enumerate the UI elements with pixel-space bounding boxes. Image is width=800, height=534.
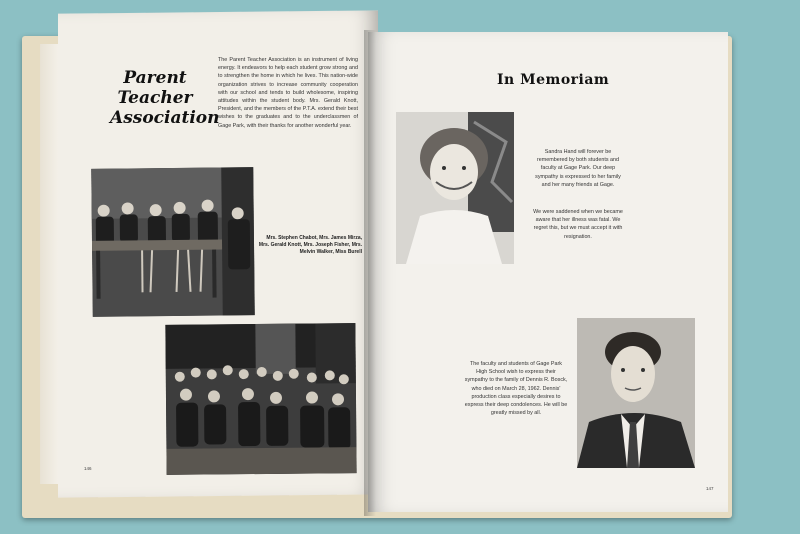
pta-officers-photo-art: [91, 167, 255, 317]
right-page-number: 147: [706, 486, 714, 491]
pta-group-photo: [165, 323, 356, 475]
left-page-number: 146: [84, 466, 92, 471]
pta-group-photo-art: [165, 323, 356, 475]
sandra-memorial-text-2: We were saddened when we became aware that her illness was fatal. We regret this, but we must accept it with resignation.: [533, 209, 623, 240]
book-spine-shadow: [364, 30, 376, 516]
pta-body-text: The Parent Teacher Association is an instrument of living energy. It endeavors to help each student grow strong and to strengthen the home in which he lives. This nation-wide organization strives to increase community cooperation with our school and tends to build wholesome, inspiring attitudes within the student body. Mrs. Gerald Knott, President, and the members of the P.T.A. extend their best wishes to the graduates and to the underclassmen of Gage Park, with their thanks for another wonderful year.: [218, 57, 358, 129]
pta-heading: Parent Teacher Association: [110, 68, 220, 128]
sandra-portrait: [396, 112, 514, 264]
sandra-memorial-text: Sandra Hand will forever be remembered by both students and faculty at Gage Park. Our deep sympathy is expressed to her family and her many friends at Gage.: [535, 149, 621, 188]
memoriam-heading: In Memoriam: [497, 72, 610, 88]
pta-officers-photo: [91, 167, 255, 317]
sandra-portrait-art: [396, 112, 514, 264]
pta-photo-caption: Mrs. Stephen Chabot, Mrs. James Mirza, Mrs. Gerald Knott, Mrs. Joseph Fisher, Mrs. Melvin Walker, Miss Burell: [258, 235, 362, 255]
dennis-memorial-text: The faculty and students of Gage Park High School wish to express their sympathy to the family of Dennis R. Bosck, who died on March 28, 1962. Dennis' production class especially desires to express their deep condolences. He will be greatly missed by all.: [464, 361, 568, 417]
left-page-edges: [40, 44, 60, 484]
dennis-portrait: [577, 318, 695, 468]
dennis-portrait-art: [577, 318, 695, 468]
